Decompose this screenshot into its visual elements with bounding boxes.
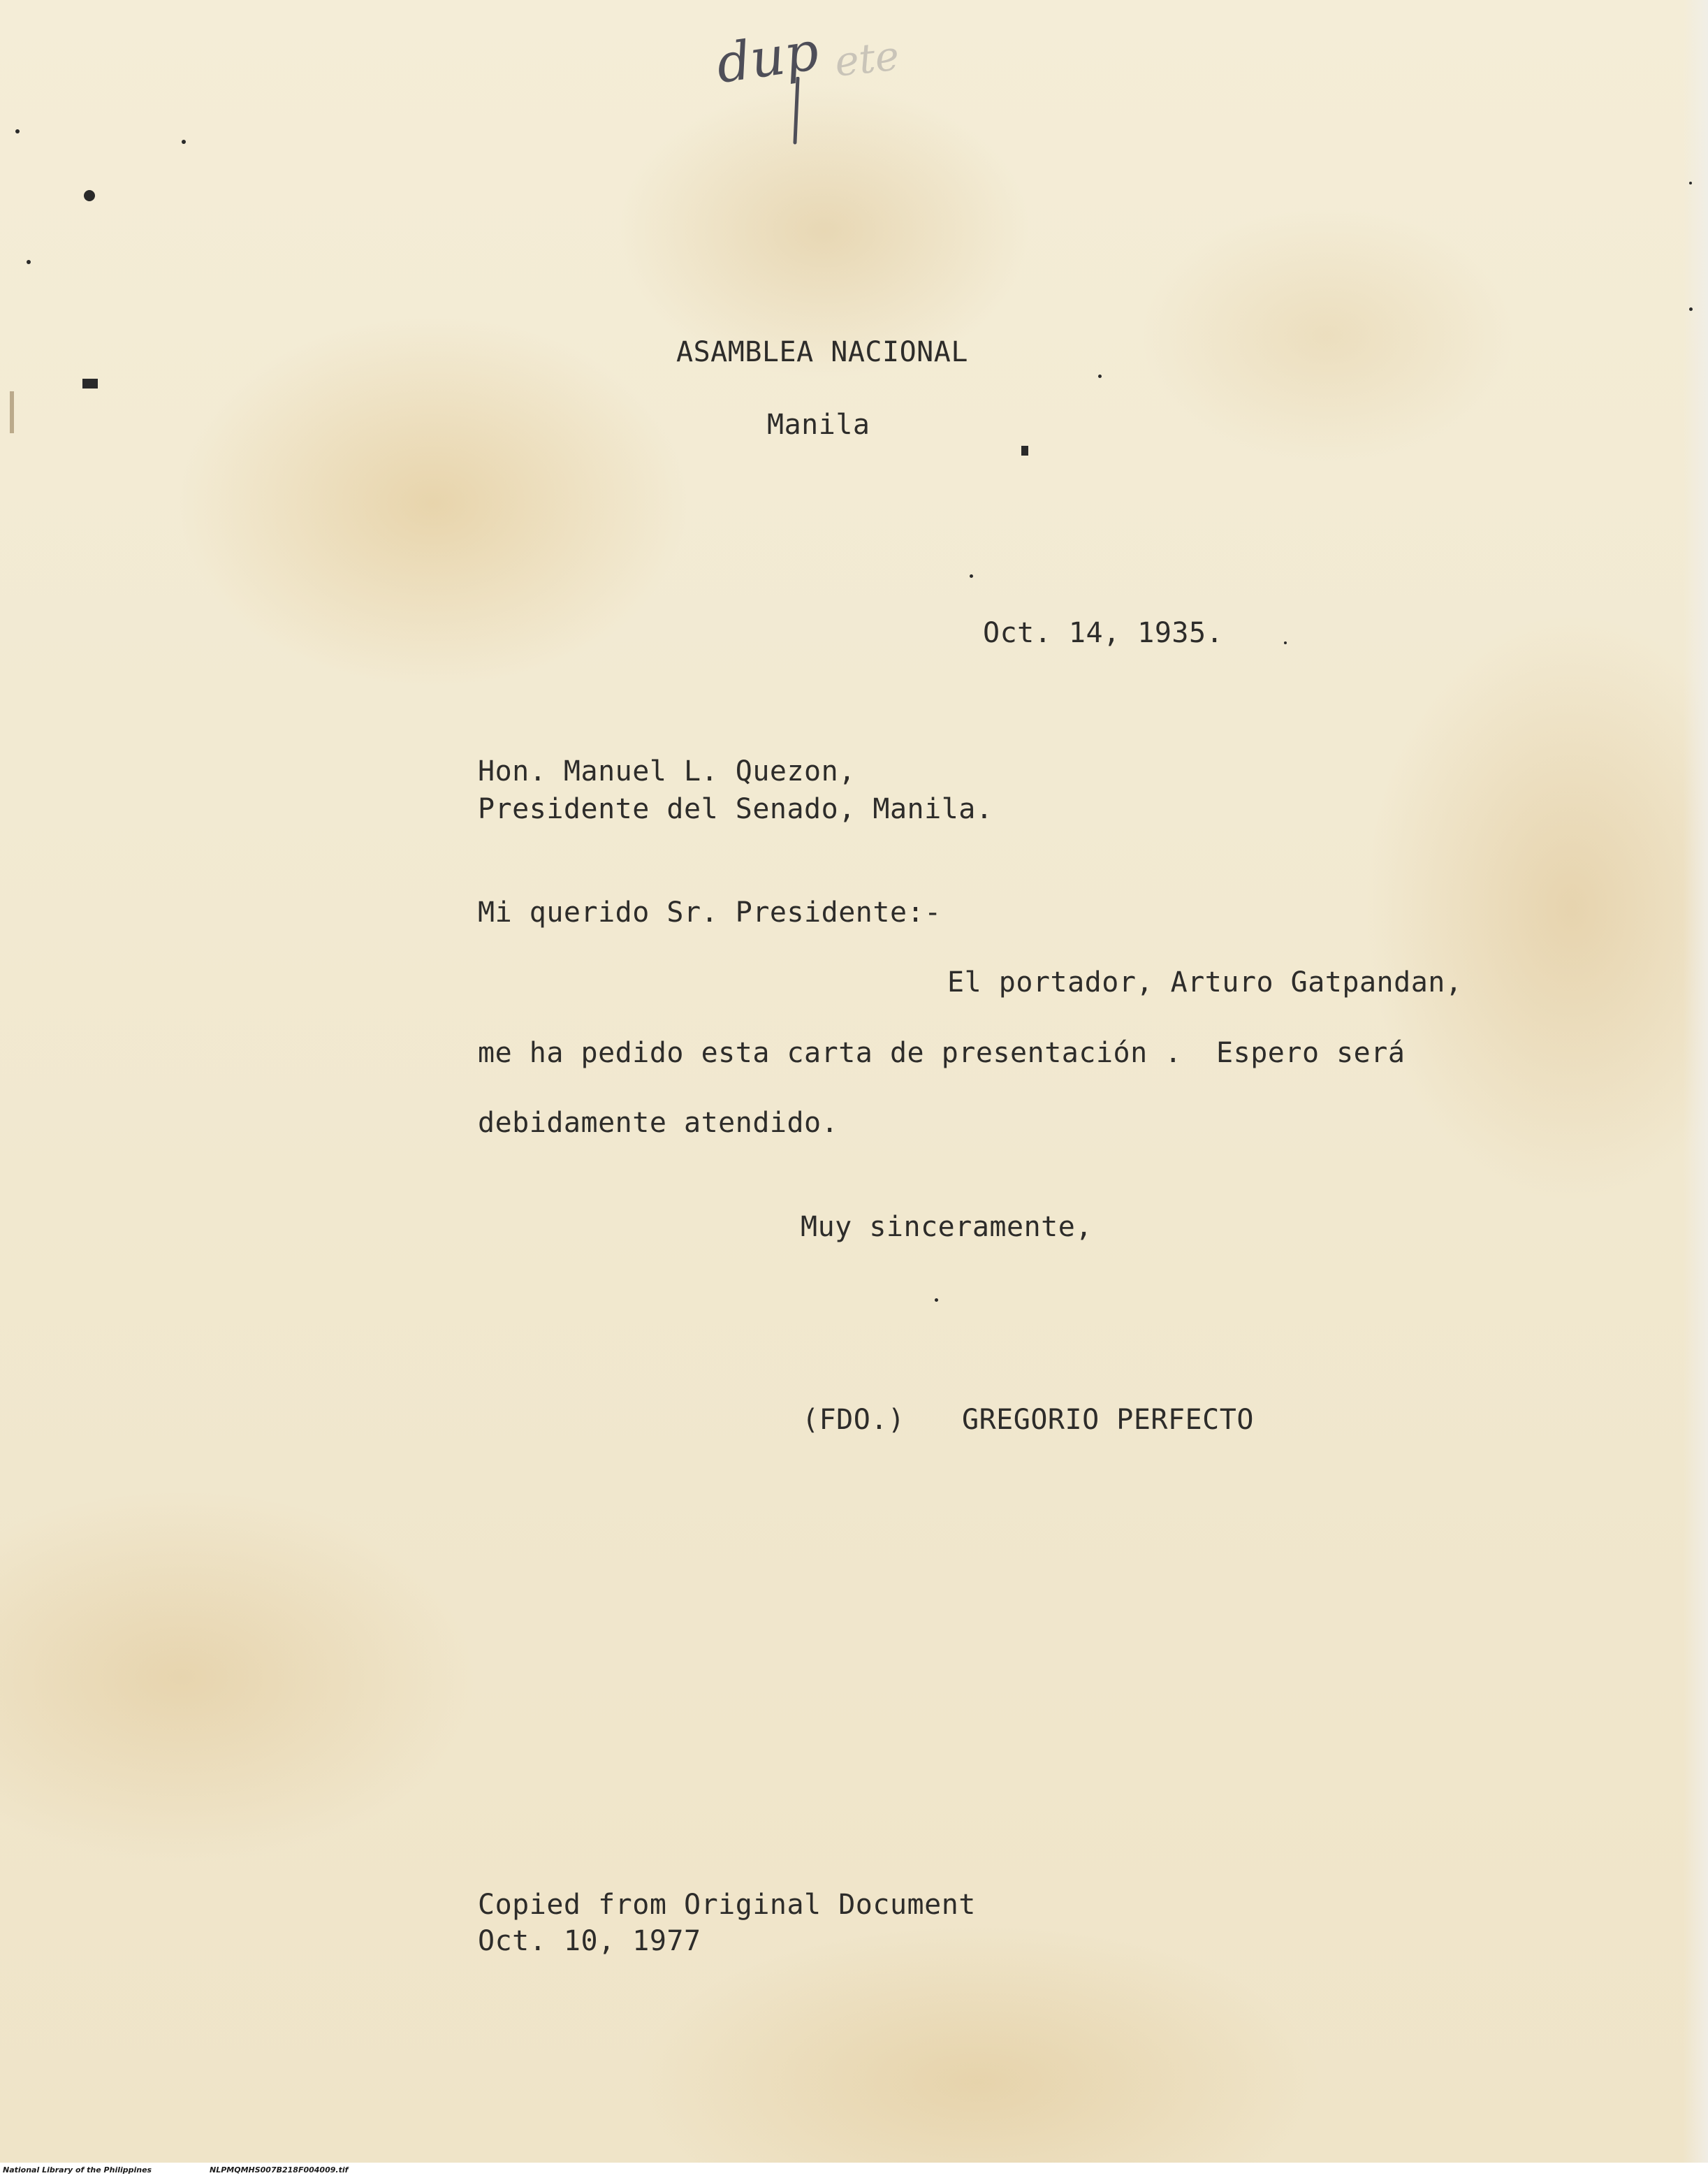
scan-speck	[1021, 446, 1028, 456]
handwritten-stroke	[782, 77, 810, 147]
addressee-line-2: Presidente del Senado, Manila.	[478, 793, 993, 825]
letter-date: Oct. 14, 1935.	[983, 617, 1224, 649]
body-line-2: me ha pedido esta carta de presentación . Espero será	[478, 1037, 1406, 1069]
closing: Muy sinceramente,	[801, 1211, 1093, 1243]
footer-institution: National Library of the Philippines	[3, 2165, 152, 2175]
footer-file: NLPMQMHS007B218F004009.tif	[210, 2165, 349, 2175]
scan-speck	[1689, 182, 1692, 184]
scan-speck	[10, 391, 14, 433]
addressee-line-1: Hon. Manuel L. Quezon,	[478, 755, 856, 787]
copy-note-line-1: Copied from Original Document	[478, 1889, 976, 1921]
faint-annotation: ete	[832, 31, 902, 86]
scan-speck	[82, 379, 98, 389]
scan-speck	[1284, 641, 1287, 644]
page-edge	[1683, 0, 1708, 2178]
signature-name: GREGORIO PERFECTO	[962, 1404, 1254, 1436]
body-line-3: debidamente atendido.	[478, 1107, 839, 1139]
body-line-1: El portador, Arturo Gatpandan,	[947, 966, 1463, 999]
signature-prefix: (FDO.)	[802, 1404, 905, 1436]
scan-footer	[0, 2163, 1708, 2178]
scan-speck	[27, 260, 31, 264]
salutation: Mi querido Sr. Presidente:-	[478, 896, 942, 929]
copy-note-line-2: Oct. 10, 1977	[478, 1925, 701, 1957]
scan-speck	[84, 190, 95, 201]
letterhead-city: Manila	[767, 409, 870, 441]
scan-speck	[970, 574, 973, 578]
scan-speck	[15, 129, 20, 133]
scan-speck	[1098, 375, 1102, 378]
scan-speck	[1689, 307, 1693, 311]
scan-speck	[935, 1298, 938, 1302]
letterhead-organization: ASAMBLEA NACIONAL	[676, 336, 968, 368]
handwritten-annotation: dup	[713, 19, 823, 96]
scan-speck	[182, 140, 186, 144]
